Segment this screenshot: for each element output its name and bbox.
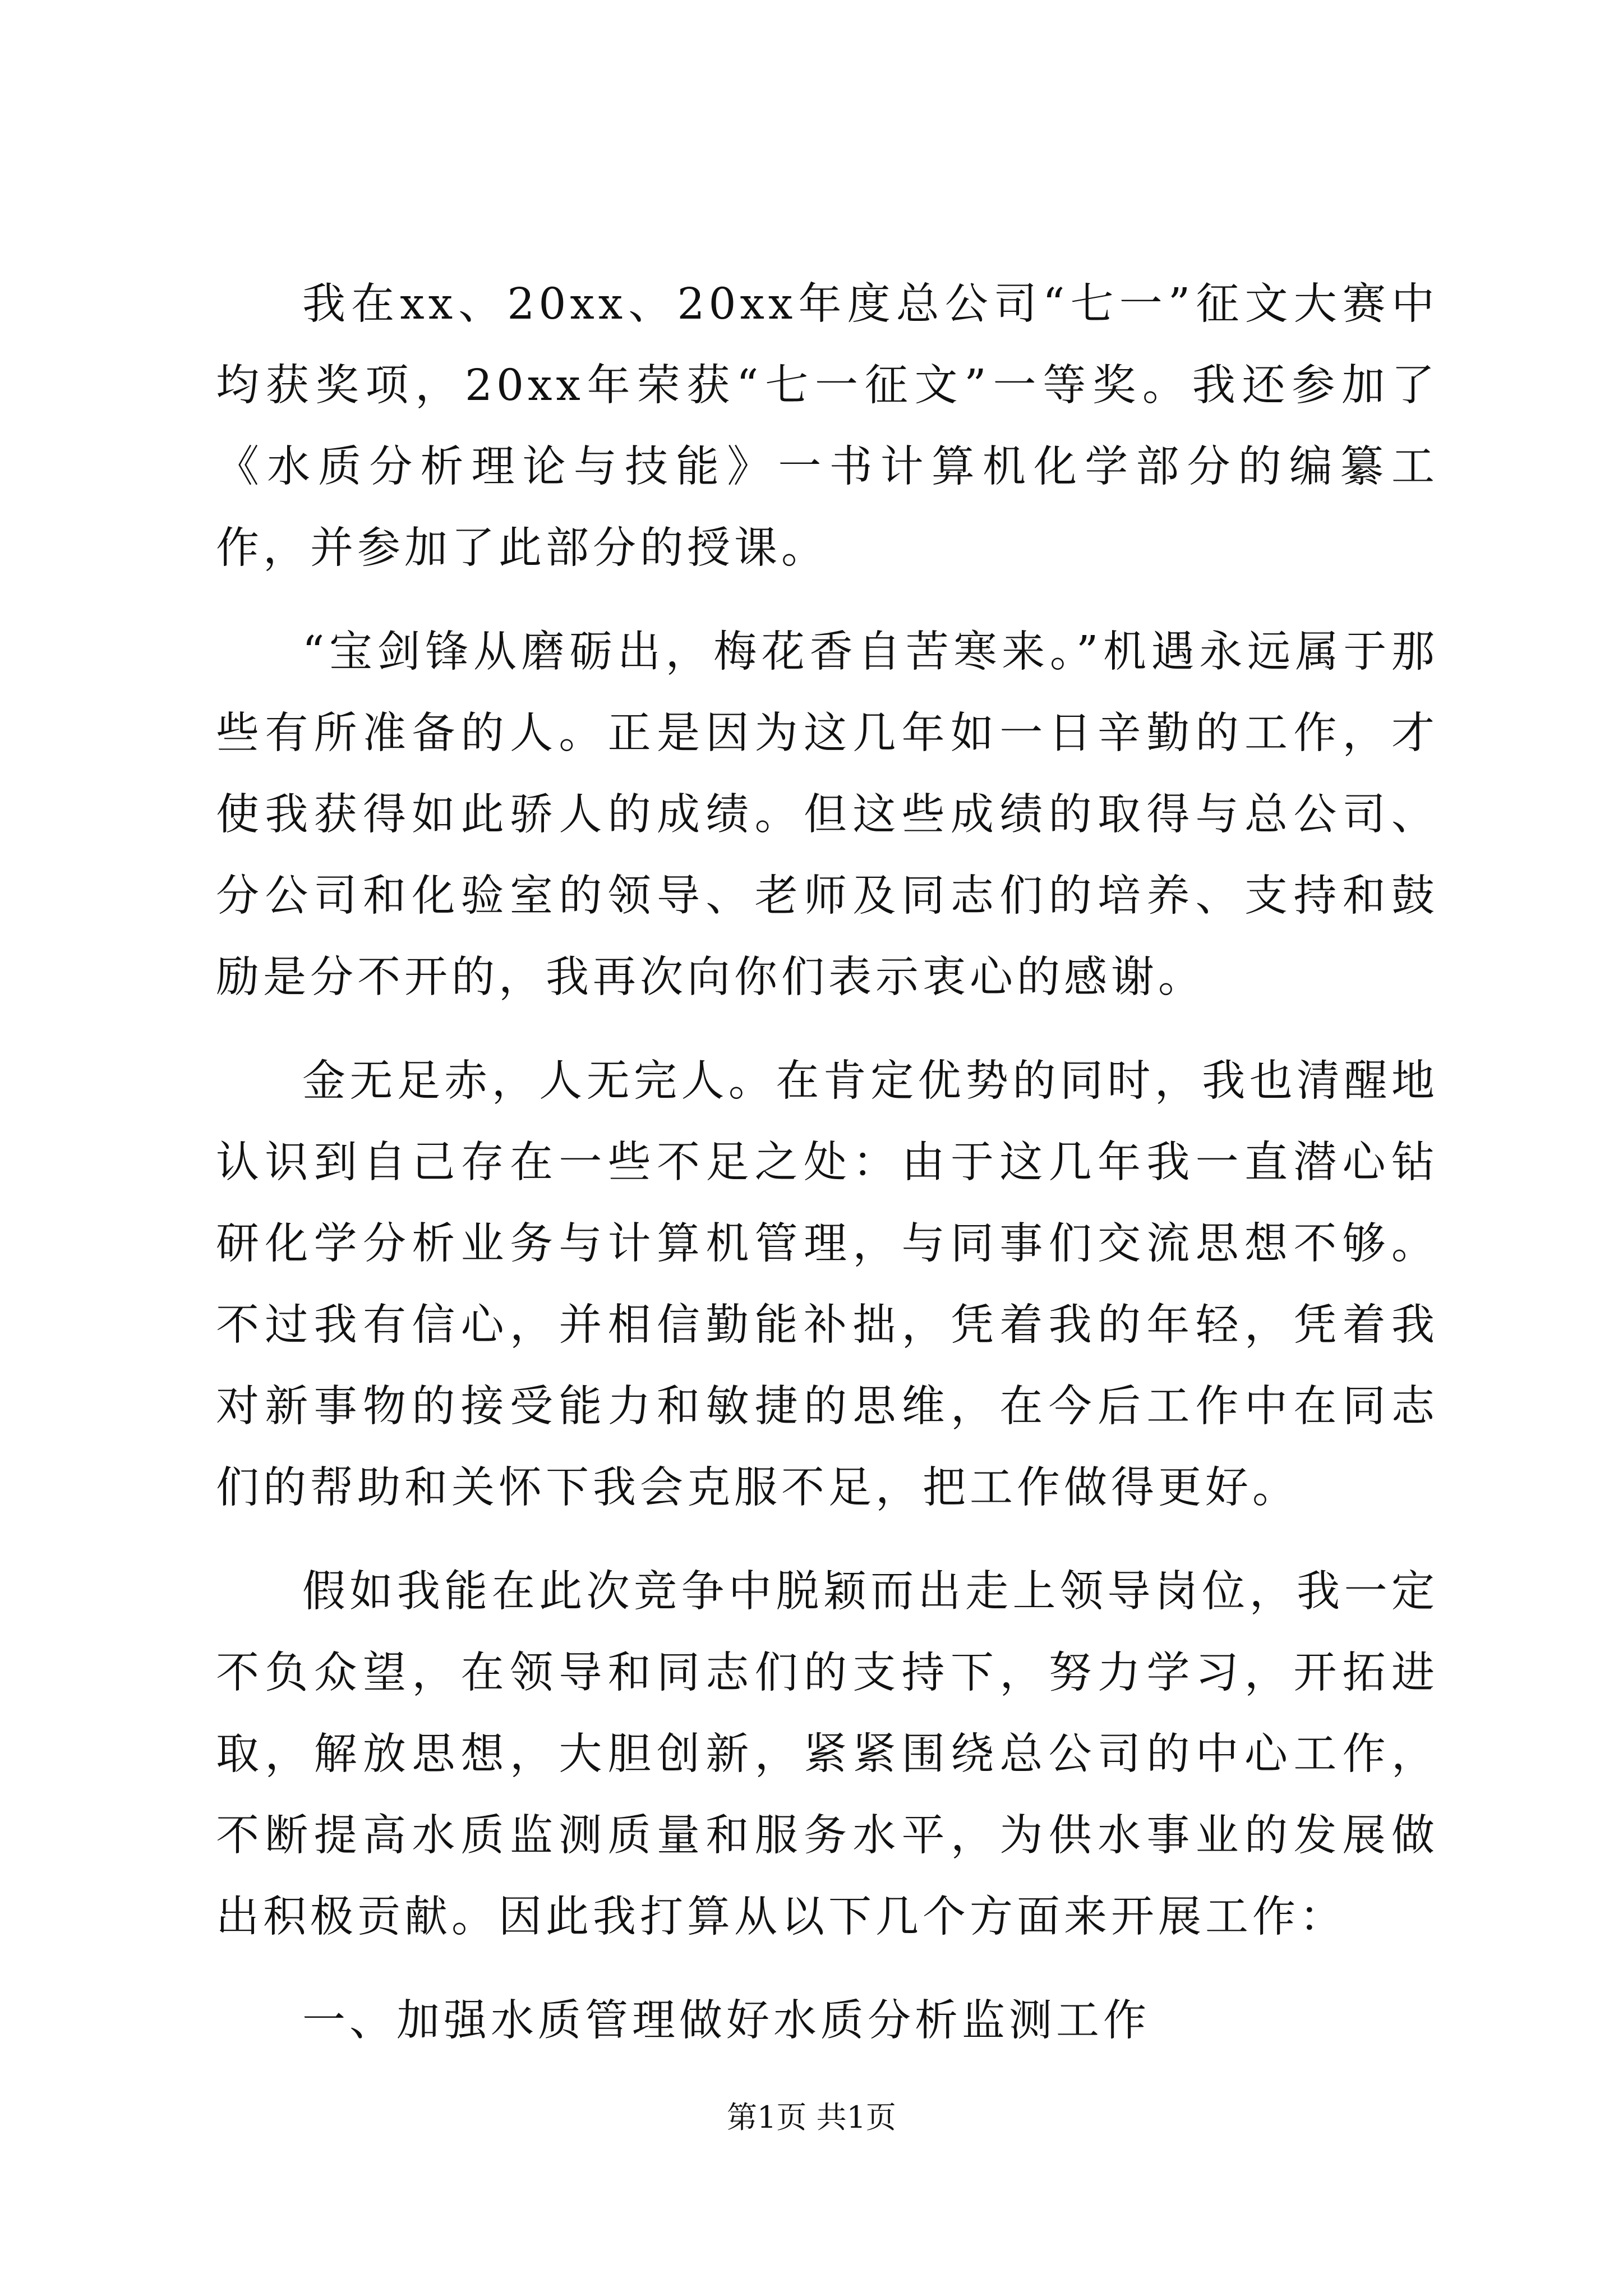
document-body [216,264,1438,2084]
paragraph-gratitude: “宝剑锋从磨砺出，梅花香自苦寒来。”机遇永远属于那些有所准备的人。正是因为这几年如一日辛勤的工作，才使我获得如此骄人的成绩。但这些成绩的取得与总公司、分公司和化验室的领导、老师及同志们的培养、支持和鼓励是分不开的，我再次向你们表示衷心的感谢。 [216,627,1438,1002]
page-footer: 第1页 共1页 [727,2100,896,2135]
paragraph-commitment: 假如我能在此次竞争中脱颖而出走上领导岗位，我一定不负众望，在领导和同志们的支持下，努力学习，开拓进取，解放思想，大胆创新，紧紧围绕总公司的中心工作，不断提高水质监测质量和服务水平，为供水事业的发展做出积极贡献。因此我打算从以下几个方面来开展工作： [216,1567,1438,1942]
paragraph-shortcomings: 金无足赤，人无完人。在肯定优势的同时，我也清醒地认识到自己存在一些不足之处：由于这几年我一直潜心钻研化学分析业务与计算机管理，与同事们交流思想不够。不过我有信心，并相信勤能补拙，凭着我的年轻，凭着我对新事物的接受能力和敏捷的思维，在今后工作中在同志们的帮助和关怀下我会克服不足，把工作做得更好。 [216,1056,1438,1513]
paragraph-awards: 我在xx、20xx、20xx年度总公司“七一”征文大赛中均获奖项，20xx年荣获“七一征文”一等奖。我还参加了《水质分析理论与技能》一书计算机化学部分的编纂工作，并参加了此部分的授课。 [216,279,1438,573]
section-heading-water-quality: 一、加强水质管理做好水质分析监测工作 [302,1996,1150,2046]
